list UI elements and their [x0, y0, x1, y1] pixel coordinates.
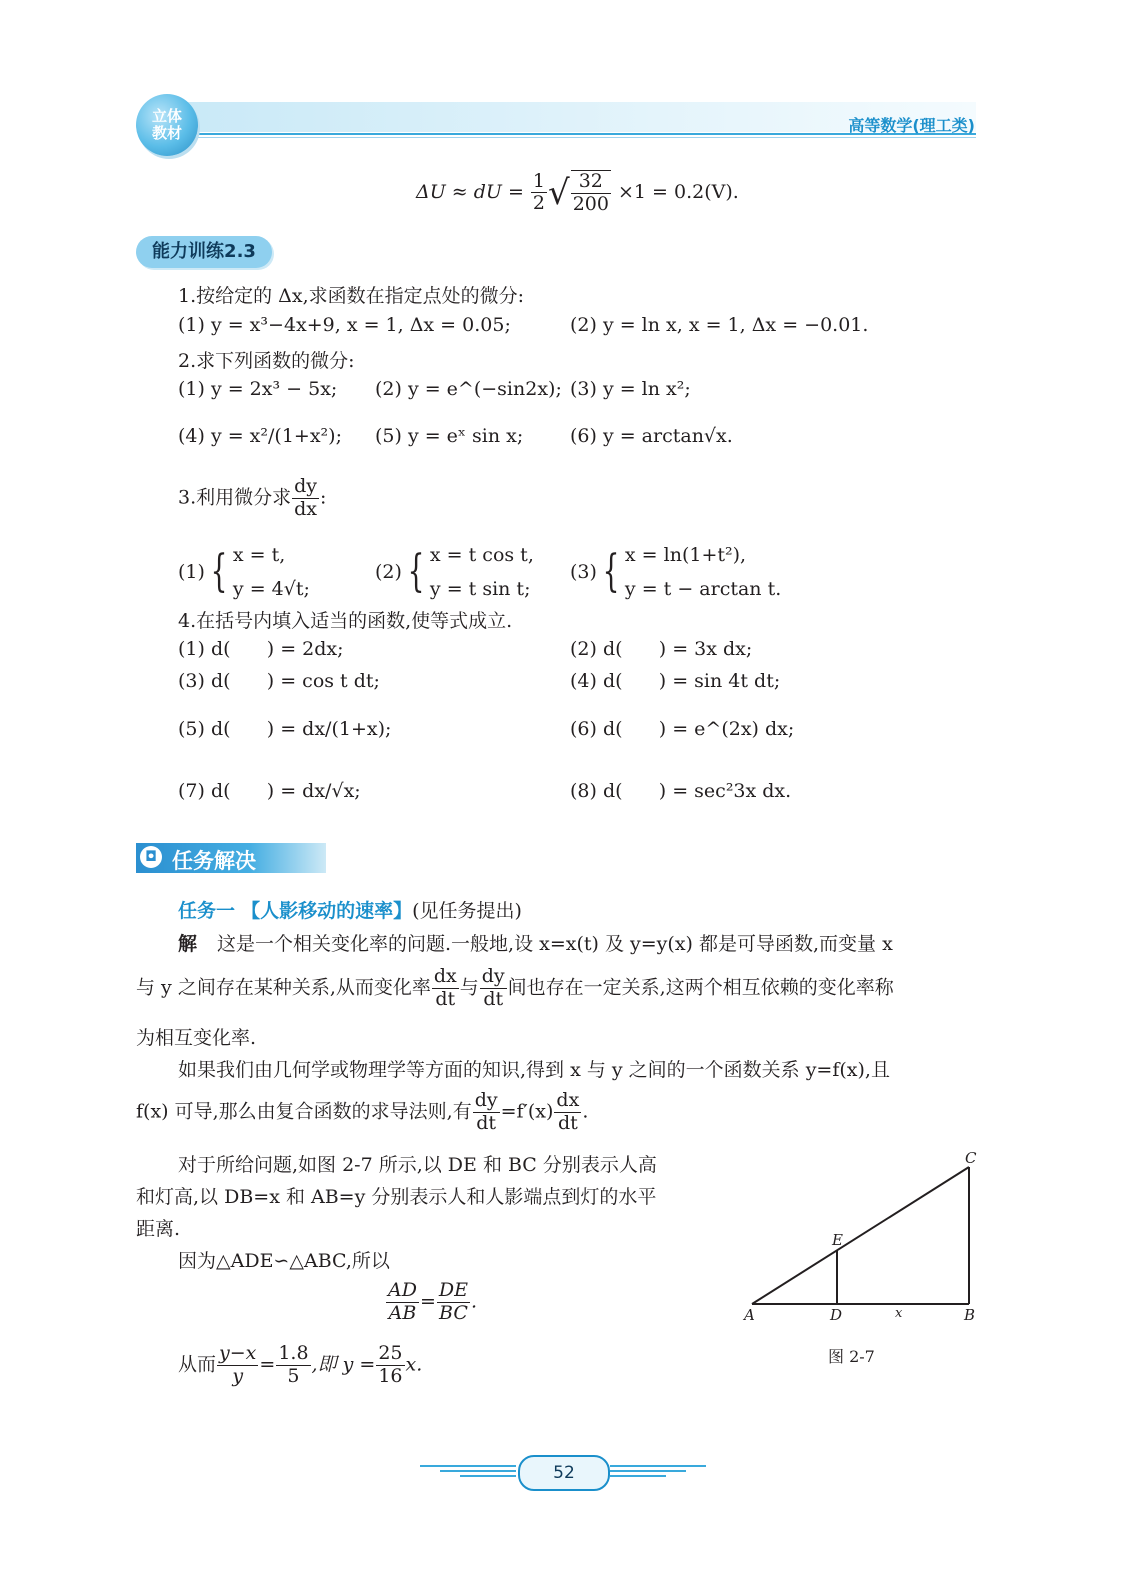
formula-lhs: ΔU ≈ dU = — [416, 180, 524, 203]
task-label: 任务一 — [178, 900, 236, 922]
figure-2-7 — [740, 1145, 990, 1335]
paragraph-3-line-1: 对于所给问题,如图 2-7 所示,以 DE 和 BC 分别表示人高 — [178, 1154, 657, 1176]
paragraph-2-line-2: f(x) 可导,那么由复合函数的求导法则,有 $\frac{dy}{dt}$ =f′(x) $\frac{dx}{dt}$ . — [136, 1089, 589, 1134]
q3-item-1: (1) { x = t, y = 4√t; — [178, 544, 310, 600]
book-title: 高等数学(理工类) — [848, 116, 975, 135]
task-icon: ◘ — [140, 846, 162, 868]
q1-text: 1.按给定的 Δx,求函数在指定点处的微分: — [178, 285, 525, 307]
paragraph-1-line-2: 与 y 之间存在某种关系,从而变化率 $\frac{dx}{dt}$ 与 $\frac{dy}{dt}$ 间也存在一定关系,这两个相互依赖的变化率称 — [136, 965, 894, 1010]
formula-rhs: ×1 = 0.2(V). — [618, 180, 739, 203]
q4-item-3: (3) d( ) = cos t dt; — [178, 670, 380, 692]
q1-item-1: (1) y = x³−4x+9, x = 1, Δx = 0.05; — [178, 314, 511, 336]
task-heading — [178, 896, 522, 923]
footer-rule-left — [420, 1465, 516, 1467]
point-e-label: E — [832, 1231, 843, 1249]
footer-rule-left-3 — [460, 1475, 516, 1477]
x-label: x — [895, 1306, 903, 1321]
paragraph-2-line-1: 如果我们由几何学或物理学等方面的知识,得到 x 与 y 之间的一个函数关系 y=f(x),且 — [178, 1059, 890, 1081]
point-a-label: A — [744, 1306, 755, 1324]
logo — [136, 94, 198, 156]
q3-text: 3.利用微分求 $\frac{dy}{dx}$ : — [178, 475, 327, 520]
light-ray — [752, 1167, 969, 1304]
page-number: 52 — [518, 1455, 610, 1491]
paragraph-1-line-3: 为相互变化率. — [136, 1027, 257, 1049]
q4-item-2: (2) d( ) = 3x dx; — [570, 638, 753, 660]
dy-dx-fraction: $\frac{dy}{dx}$ — [294, 475, 318, 520]
q2-item-5: (5) y = eˣ sin x; — [375, 425, 524, 447]
q4-item-8: (8) d( ) = sec²3x dx. — [570, 780, 792, 802]
logo-line-2: 教材 — [151, 124, 182, 142]
paragraph-4: 因为△ADE∽△ABC,所以 — [178, 1250, 390, 1272]
point-d-label: D — [830, 1306, 843, 1324]
radicand-fraction: $\frac{32}{200}$ — [572, 170, 609, 215]
q2-item-2: (2) y = e^(−sin2x); — [375, 378, 562, 400]
point-b-label: B — [964, 1306, 976, 1324]
half-fraction: $\frac{1}{2}$ — [532, 169, 546, 215]
q4-item-7: (7) d( ) = dx/√x; — [178, 780, 361, 802]
task-section-title: 任务解决 — [172, 849, 256, 873]
q4-text: 4.在括号内填入适当的函数,使等式成立. — [178, 610, 513, 632]
q2-item-6: (6) y = arctan√x. — [570, 425, 733, 447]
q4-item-5: (5) d( ) = dx/(1+x); — [178, 718, 392, 740]
top-formula: ΔU ≈ dU = $\frac{1}{2}$ √ $\frac{32}{200}$ ×1 = 0.2(V). — [416, 169, 739, 215]
q4-item-4: (4) d( ) = sin 4t dt; — [570, 670, 781, 692]
point-c-label: C — [965, 1149, 977, 1167]
figure-caption: 图 2-7 — [828, 1347, 875, 1366]
ratio-equation: $\frac{AD}{AB}$ = $\frac{DE}{BC}$ . — [388, 1279, 478, 1324]
footer-rule-right — [610, 1465, 706, 1467]
logo-line-1: 立体 — [151, 107, 182, 125]
q2-item-3: (3) y = ln x²; — [570, 378, 691, 400]
footer-rule-left-2 — [440, 1470, 516, 1472]
footer-rule-right-2 — [610, 1470, 686, 1472]
q4-item-6: (6) d( ) = e^(2x) dx; — [570, 718, 795, 740]
q2-text: 2.求下列函数的微分: — [178, 350, 355, 372]
exercise-badge: 能力训练2.3 — [136, 236, 272, 268]
task-name: 【人影移动的速率】 — [241, 900, 413, 922]
q3-item-2: (2) { x = t cos t, y = t sin t; — [375, 544, 534, 600]
footer-rule-right-3 — [610, 1475, 666, 1477]
q4-item-1: (1) d( ) = 2dx; — [178, 638, 344, 660]
paragraph-5: 从而 $\frac{y-x}{y}$ = $\frac{1.8}{5}$ ,即 y = $\frac{25}{16}$ x. — [178, 1342, 423, 1387]
q1-item-2: (2) y = ln x, x = 1, Δx = −0.01. — [570, 314, 869, 336]
q3-item-3: (3) { x = ln(1+t²), y = t − arctan t. — [570, 544, 782, 600]
paragraph-3-line-3: 距离. — [136, 1218, 181, 1240]
paragraph-1-line-1: 解 这是一个相关变化率的问题.一般地,设 x=x(t) 及 y=y(x) 都是可导函数,而变量 x — [178, 933, 893, 955]
q2-item-1: (1) y = 2x³ − 5x; — [178, 378, 338, 400]
task-note: (见任务提出) — [412, 900, 522, 922]
paragraph-3-line-2: 和灯高,以 DB=x 和 AB=y 分别表示人和人影端点到灯的水平 — [136, 1186, 657, 1208]
q2-item-4: (4) y = x²/(1+x²); — [178, 425, 342, 447]
solution-label: 解 — [178, 933, 198, 955]
header-rule-thin — [180, 137, 976, 138]
